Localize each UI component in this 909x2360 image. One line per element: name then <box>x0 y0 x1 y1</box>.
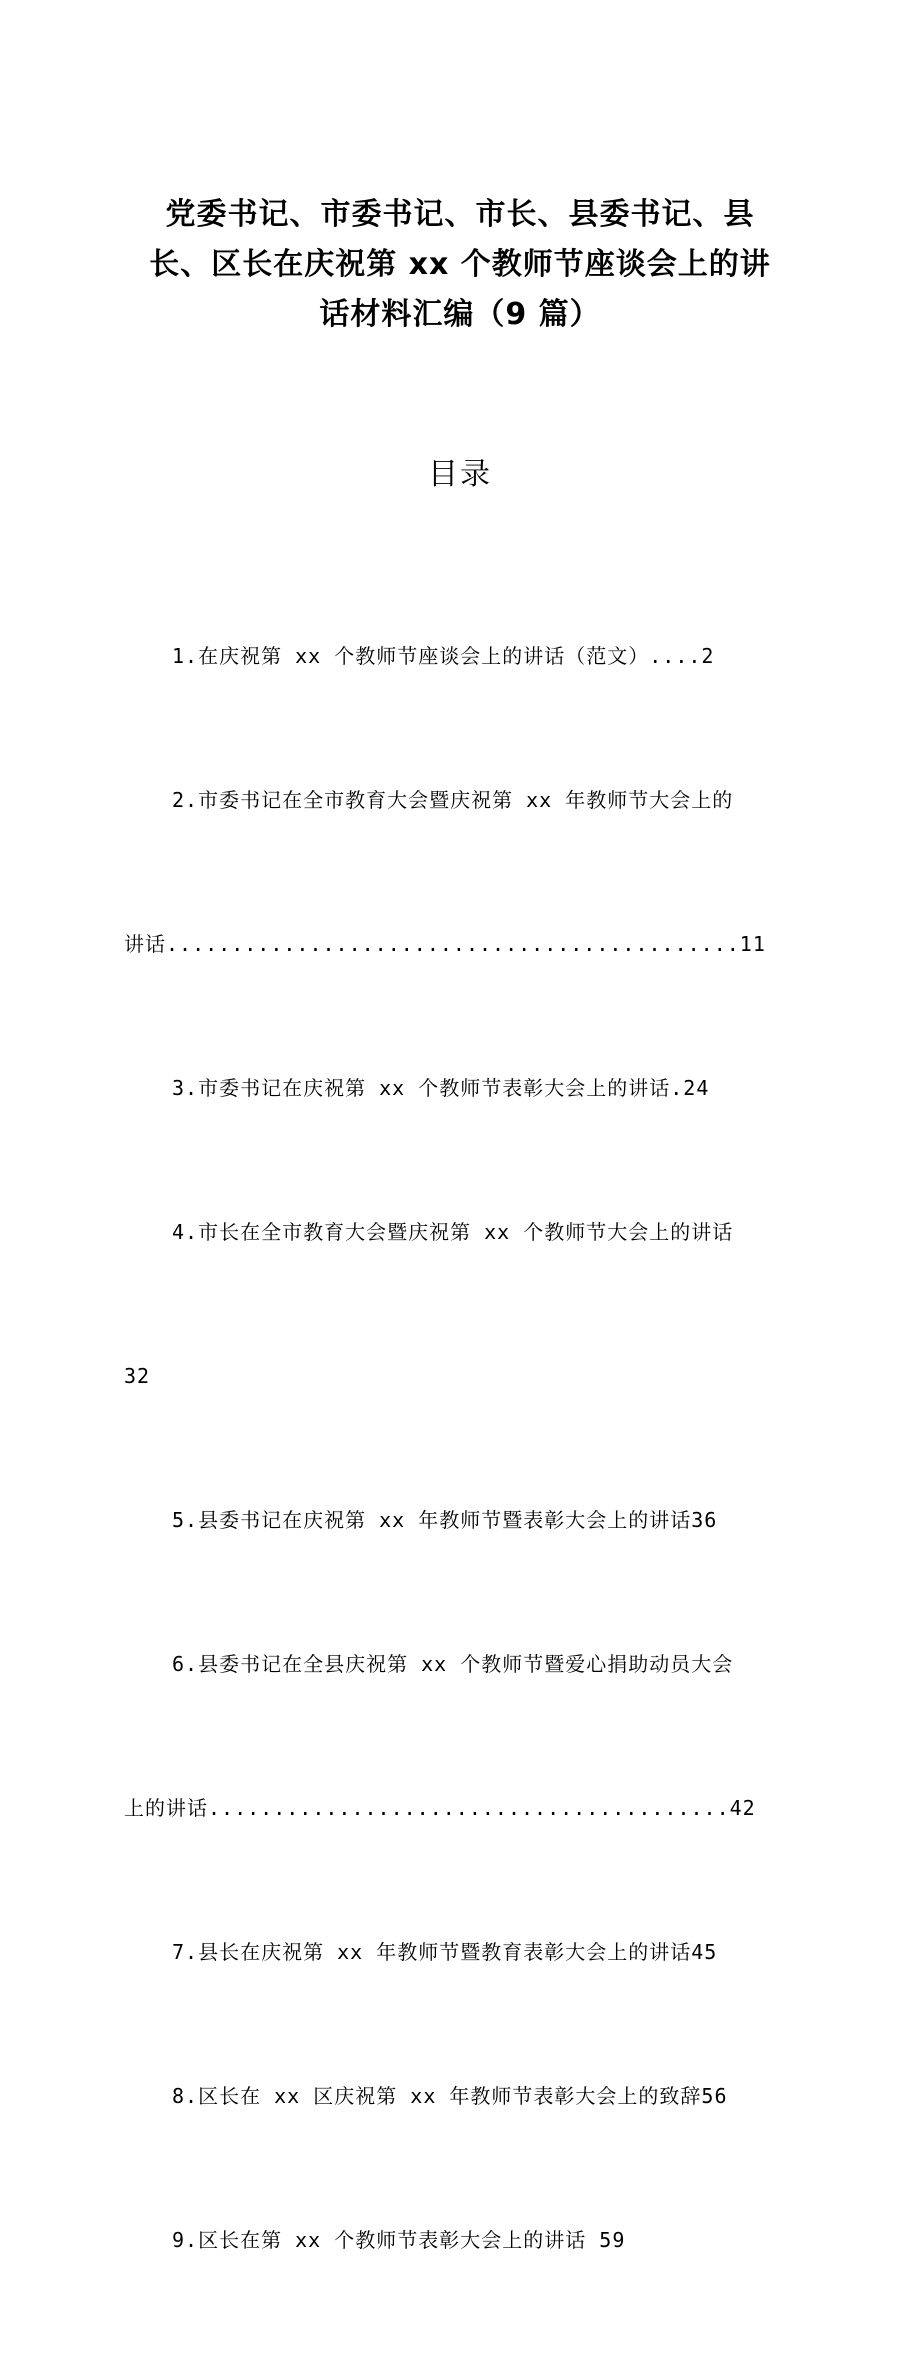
title-line-1: 党委书记、市委书记、市长、县委书记、县 <box>165 197 755 232</box>
toc-entry-2-line-2[interactable]: 讲话............................................11 <box>124 932 766 956</box>
toc-entry-5[interactable]: 5.县委书记在庆祝第 xx 年教师节暨表彰大会上的讲话36 <box>172 1508 718 1532</box>
toc-entry-6-line-1[interactable]: 6.县委书记在全县庆祝第 xx 个教师节暨爱心捐助动员大会 <box>172 1652 734 1676</box>
toc-entry-1[interactable]: 1.在庆祝第 xx 个教师节座谈会上的讲话（范文）....2 <box>172 644 715 668</box>
toc-heading: 目录 <box>428 457 492 492</box>
toc-entry-8[interactable]: 8.区长在 xx 区庆祝第 xx 年教师节表彰大会上的致辞56 <box>172 2084 728 2108</box>
toc-entry-6-line-2[interactable]: 上的讲话........................................42 <box>124 1796 756 1820</box>
title-line-2: 长、区长在庆祝第 xx 个教师节座谈会上的讲 <box>149 247 771 282</box>
toc-entry-3[interactable]: 3.市委书记在庆祝第 xx 个教师节表彰大会上的讲话.24 <box>172 1076 710 1100</box>
toc-entry-4-line-2[interactable]: 32 <box>124 1364 151 1388</box>
document-title <box>100 190 820 340</box>
toc-entry-9[interactable]: 9.区长在第 xx 个教师节表彰大会上的讲话 59 <box>172 2228 626 2252</box>
title-line-3: 话材料汇编（9 篇） <box>319 297 601 332</box>
toc-entry-7[interactable]: 7.县长在庆祝第 xx 年教师节暨教育表彰大会上的讲话45 <box>172 1940 718 1964</box>
toc-entry-2-line-1[interactable]: 2.市委书记在全市教育大会暨庆祝第 xx 年教师节大会上的 <box>172 788 734 812</box>
toc-entry-4-line-1[interactable]: 4.市长在全市教育大会暨庆祝第 xx 个教师节大会上的讲话 <box>172 1220 734 1244</box>
table-of-contents <box>124 536 814 2360</box>
